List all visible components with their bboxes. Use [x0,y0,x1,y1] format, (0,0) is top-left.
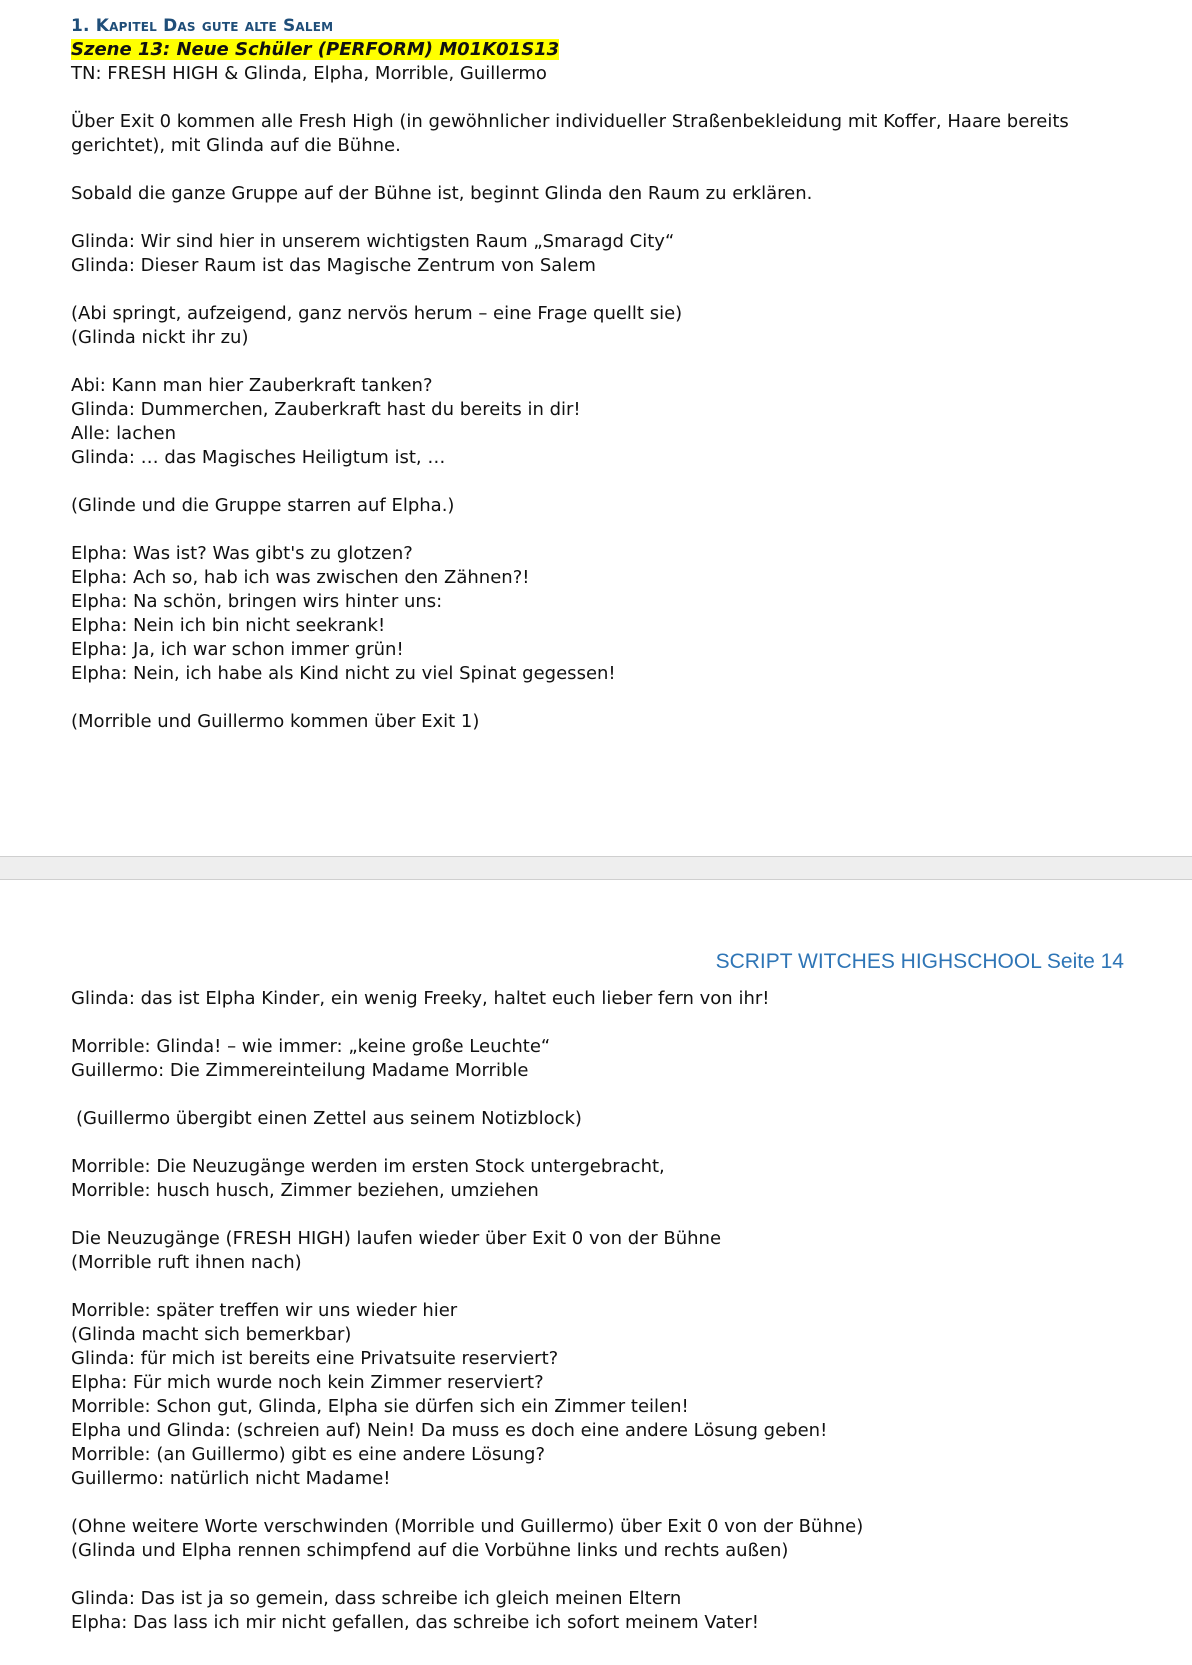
dialogue-line: Glinda: … das Magisches Heiligtum ist, … [71,447,446,468]
dialogue-line: Morrible: (an Guillermo) gibt es eine andere Lösung? [71,1444,546,1465]
stage-direction: Die Neuzugänge (FRESH HIGH) laufen wieder über Exit 0 von der Bühne [71,1228,722,1249]
blank-line [71,86,1131,110]
scene-heading-highlight: Szene 13: Neue Schüler (PERFORM) M01K01S13 [71,39,560,60]
blank-line [71,686,1131,710]
dialogue-line: Elpha: Was ist? Was gibt's zu glotzen? [71,543,413,564]
blank-line [71,1563,1131,1587]
stage-direction: (Morrible ruft ihnen nach) [71,1252,302,1273]
page-2-content [71,987,1131,1635]
dialogue-line: Glinda: Wir sind hier in unserem wichtigsten Raum „Smaragd City“ [71,231,675,252]
participants-line: TN: FRESH HIGH & Glinda, Elpha, Morrible, Guillermo [71,63,547,84]
dialogue-line: Glinda: Dummerchen, Zauberkraft hast du bereits in dir! [71,399,581,420]
dialogue-line: Morrible: Schon gut, Glinda, Elpha sie dürfen sich ein Zimmer teilen! [71,1396,689,1417]
dialogue-line: Morrible: Glinda! – wie immer: „keine große Leuchte“ [71,1036,551,1057]
dialogue-line: Glinda: Dieser Raum ist das Magische Zentrum von Salem [71,255,596,276]
chapter-heading: 1. Kapitel Das gute alte Salem [71,16,334,36]
blank-line [71,518,1131,542]
dialogue-line: Elpha: Ja, ich war schon immer grün! [71,639,404,660]
stage-direction: Über Exit 0 kommen alle Fresh High (in gewöhnlicher individueller Straßenbekleidung mit Koffer, Haare bereits gerichtet), mit Glinda auf die Bühne. [71,111,1069,156]
blank-line [71,158,1131,182]
blank-line [71,1275,1131,1299]
scene-heading [71,38,1131,62]
stage-direction: (Morrible und Guillermo kommen über Exit 1) [71,711,480,732]
dialogue-line: Elpha: Nein ich bin nicht seekrank! [71,615,386,636]
stage-direction: (Glinda nickt ihr zu) [71,327,249,348]
dialogue-line: Elpha und Glinda: (schreien auf) Nein! Da muss es doch eine andere Lösung geben! [71,1420,828,1441]
page-1-content [71,14,1131,734]
dialogue-line: Glinda: für mich ist bereits eine Privatsuite reserviert? [71,1348,559,1369]
dialogue-line: Abi: Kann man hier Zauberkraft tanken? [71,375,433,396]
dialogue-line: Elpha: Ach so, hab ich was zwischen den Zähnen?! [71,567,530,588]
blank-line [71,350,1131,374]
dialogue-line: Elpha: Für mich wurde noch kein Zimmer reserviert? [71,1372,544,1393]
dialogue-line: Glinda: das ist Elpha Kinder, ein wenig Freeky, haltet euch lieber fern von ihr! [71,988,770,1009]
dialogue-line: Alle: lachen [71,423,176,444]
dialogue-line: Elpha: Na schön, bringen wirs hinter uns: [71,591,443,612]
stage-direction: (Glinde und die Gruppe starren auf Elpha.) [71,495,455,516]
blank-line [71,1011,1131,1035]
dialogue-line: Elpha: Das lass ich mir nicht gefallen, das schreibe ich sofort meinem Vater! [71,1612,760,1633]
blank-line [71,1203,1131,1227]
stage-direction: Sobald die ganze Gruppe auf der Bühne ist, beginnt Glinda den Raum zu erklären. [71,183,813,204]
page-header: SCRIPT WITCHES HIGHSCHOOL Seite 14 [715,950,1124,973]
dialogue-line: Guillermo: natürlich nicht Madame! [71,1468,391,1489]
stage-direction: (Glinda macht sich bemerkbar) [71,1324,352,1345]
stage-direction: (Glinda und Elpha rennen schimpfend auf die Vorbühne links und rechts außen) [71,1540,789,1561]
dialogue-line: Glinda: Das ist ja so gemein, dass schreibe ich gleich meinen Eltern [71,1588,682,1609]
stage-direction: (Ohne weitere Worte verschwinden (Morrible und Guillermo) über Exit 0 von der Bühne) [71,1516,864,1537]
dialogue-line: Morrible: husch husch, Zimmer beziehen, umziehen [71,1180,539,1201]
stage-direction: (Guillermo übergibt einen Zettel aus seinem Notizblock) [76,1108,582,1129]
document-page-2 [0,880,1192,1665]
blank-line [71,278,1131,302]
dialogue-line: Elpha: Nein, ich habe als Kind nicht zu viel Spinat gegessen! [71,663,616,684]
blank-line [71,470,1131,494]
blank-line [71,1083,1131,1107]
blank-line [71,1131,1131,1155]
dialogue-line: Morrible: Die Neuzugänge werden im ersten Stock untergebracht, [71,1156,665,1177]
dialogue-line: Guillermo: Die Zimmereinteilung Madame Morrible [71,1060,529,1081]
stage-direction: (Abi springt, aufzeigend, ganz nervös herum – eine Frage quellt sie) [71,303,683,324]
page-separator [0,856,1192,880]
blank-line [71,206,1131,230]
dialogue-line: Morrible: später treffen wir uns wieder hier [71,1300,458,1321]
blank-line [71,1491,1131,1515]
